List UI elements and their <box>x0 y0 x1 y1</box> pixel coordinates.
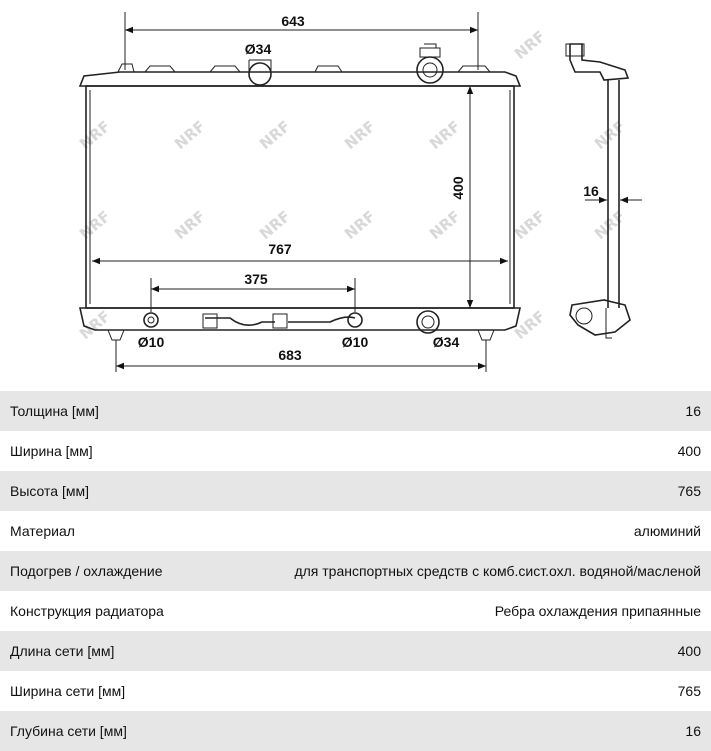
watermark-text: NRF <box>511 27 549 64</box>
dim-thickness: 16 <box>583 183 599 199</box>
watermark-logo <box>511 207 549 243</box>
watermark-grid <box>76 27 629 343</box>
watermark-text: NRF <box>341 207 379 244</box>
spec-row <box>0 511 711 551</box>
watermark-text: NRF <box>591 117 629 154</box>
watermark-logo <box>76 117 114 153</box>
watermark-logo <box>171 207 209 243</box>
watermark-text: NRF <box>256 207 294 244</box>
spec-row <box>0 471 711 511</box>
spec-label: Высота [мм] <box>0 471 210 511</box>
radiator-cap <box>417 57 443 83</box>
dim-height: 400 <box>450 176 466 200</box>
specs-table <box>0 391 711 751</box>
watermark-text: NRF <box>426 207 464 244</box>
watermark-text: NRF <box>171 207 209 244</box>
top-pipe <box>249 63 271 85</box>
watermark-logo <box>256 207 294 243</box>
spec-value: 765 <box>210 671 711 711</box>
dim-top-width: 643 <box>281 13 305 29</box>
spec-row <box>0 671 711 711</box>
watermark-text: NRF <box>76 207 114 244</box>
watermark-text: NRF <box>511 307 549 344</box>
spec-row <box>0 591 711 631</box>
watermark-text: NRF <box>76 307 114 344</box>
oil-pipe-left <box>144 313 158 327</box>
watermark-text: NRF <box>256 117 294 154</box>
watermark-logo <box>426 117 464 153</box>
watermark-text: NRF <box>426 117 464 154</box>
spec-label: Глубина сети [мм] <box>0 711 210 751</box>
watermark-logo <box>591 117 629 153</box>
watermark-text: NRF <box>591 207 629 244</box>
watermark-text: NRF <box>76 117 114 154</box>
dimension-lines <box>92 12 642 372</box>
spec-label: Материал <box>0 511 210 551</box>
dim-mid-width: 375 <box>244 271 268 287</box>
spec-label: Ширина [мм] <box>0 431 210 471</box>
watermark-text: NRF <box>511 207 549 244</box>
dim-top-pipe: Ø34 <box>244 41 272 57</box>
oil-line <box>205 317 355 325</box>
dim-pipe-mid: Ø10 <box>341 334 369 350</box>
watermark-logo <box>426 207 464 243</box>
dim-pipe-right: Ø34 <box>432 334 460 350</box>
spec-value: Ребра охлаждения припаянные <box>210 591 711 631</box>
watermark-logo <box>76 207 114 243</box>
spec-row <box>0 711 711 751</box>
spec-row <box>0 391 711 431</box>
spec-row <box>0 431 711 471</box>
spec-label: Подогрев / охлаждение <box>0 551 210 591</box>
watermark-text: NRF <box>171 117 209 154</box>
watermark-logo <box>591 207 629 243</box>
dim-core-width: 767 <box>268 241 292 257</box>
bottom-tank <box>80 308 520 330</box>
spec-label: Толщина [мм] <box>0 391 210 431</box>
watermark-text: NRF <box>341 117 379 154</box>
oil-pipe-mid <box>348 313 362 327</box>
watermark-logo <box>341 117 379 153</box>
side-top-tank <box>570 44 628 80</box>
spec-value: 400 <box>210 631 711 671</box>
watermark-logo <box>511 27 549 63</box>
spec-value: 400 <box>210 431 711 471</box>
spec-row <box>0 631 711 671</box>
spec-value: для транспортных средств с комб.сист.охл. водяной/масленой <box>210 551 711 591</box>
spec-label: Длина сети [мм] <box>0 631 210 671</box>
watermark-logo <box>341 207 379 243</box>
spec-label: Ширина сети [мм] <box>0 671 210 711</box>
spec-label: Конструкция радиатора <box>0 591 210 631</box>
side-bottom-tank <box>570 300 630 335</box>
spec-row <box>0 551 711 591</box>
dim-pipe-left: Ø10 <box>137 334 165 350</box>
top-tank <box>80 72 520 86</box>
spec-value: алюминий <box>210 511 711 551</box>
dim-bottom-width: 683 <box>278 347 302 363</box>
watermark-logo <box>256 117 294 153</box>
dimension-labels <box>138 13 599 363</box>
spec-value: 16 <box>210 391 711 431</box>
spec-value: 765 <box>210 471 711 511</box>
watermark-logo <box>171 117 209 153</box>
spec-value: 16 <box>210 711 711 751</box>
